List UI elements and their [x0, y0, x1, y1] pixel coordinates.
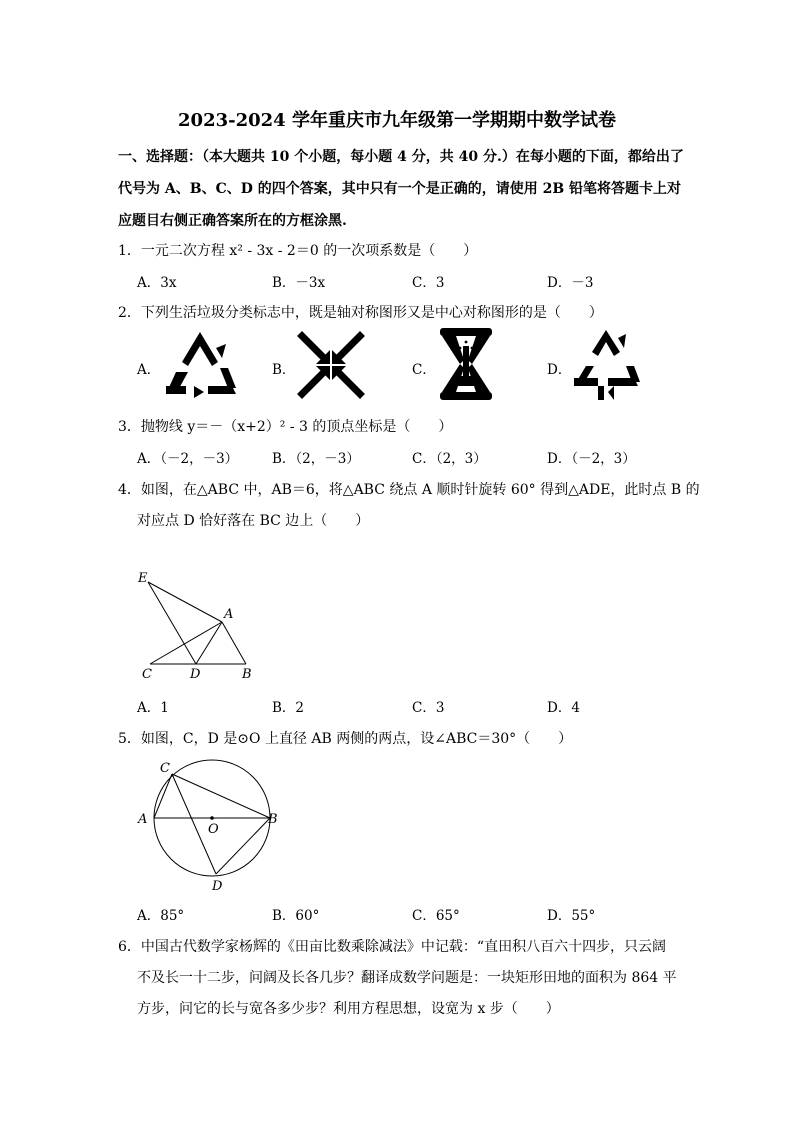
- question-5-option-d: D．55°: [547, 908, 596, 924]
- question-1-option-a: A．3x: [137, 275, 177, 291]
- section-instructions-line-2: 代号为 A、B、C、D 的四个答案，其中只有一个是正确的，请使用 2B 铅笔将答题卡上对: [118, 181, 682, 197]
- section-instructions-line-3: 应题目右侧正确答案所在的方框涂黑.: [118, 213, 347, 229]
- figure-5-label-c: C: [160, 761, 170, 776]
- figure-4-label-b: B: [242, 667, 252, 682]
- question-3-option-d: D．（－2，3）: [547, 451, 636, 467]
- figure-5-label-b: B: [268, 812, 278, 827]
- question-4-option-d: D．4: [547, 700, 580, 716]
- question-1-option-b: B．－3x: [272, 275, 326, 291]
- recycle-triangle-alt-icon: [568, 326, 644, 404]
- question-1-option-c: C．3: [412, 275, 445, 291]
- figure-4-label-e: E: [138, 571, 148, 586]
- exam-title: 2023-2024 学年重庆市九年级第一学期期中数学试卷: [178, 110, 616, 131]
- question-6-stem-line-2: 不及长一十二步，问阔及长各几步？翻译成数学问题是：一块矩形田地的面积为 864 平: [137, 970, 677, 986]
- figure-4-label-a: A: [224, 607, 234, 622]
- question-1-option-d: D．－3: [547, 275, 594, 291]
- question-5-stem: 5．如图，C，D 是⊙O 上直径 AB 两侧的两点，设∠ABC＝30°（ ）: [118, 731, 573, 747]
- question-2-option-b: B．: [272, 362, 296, 378]
- question-3-option-b: B．（2，－3）: [272, 451, 360, 467]
- question-5-option-c: C．65°: [412, 908, 460, 924]
- question-3-option-a: A．（－2，－3）: [137, 451, 239, 467]
- figure-5-label-d: D: [212, 879, 223, 894]
- four-arrows-inward-icon: [296, 330, 366, 400]
- question-4-stem-line-1: 4．如图，在△ABC 中，AB＝6，将△ABC 绕点 A 顺时针旋转 60° 得到△ADE，此时点 B 的: [118, 482, 700, 498]
- recycle-triangle-icon: [160, 328, 240, 400]
- question-4-option-a: A．1: [137, 700, 169, 716]
- question-6-stem-line-3: 方步，问它的长与宽各多少步？利用方程思想，设宽为 x 步（ ）: [137, 1001, 560, 1017]
- question-4-stem-line-2: 对应点 D 恰好落在 BC 边上（ ）: [137, 513, 370, 529]
- question-4-option-c: C．3: [412, 700, 445, 716]
- hourglass-icon: [436, 326, 496, 402]
- question-4-option-b: B．2: [272, 700, 305, 716]
- question-2-option-a: A．: [137, 362, 161, 378]
- question-3-option-c: C．（2，3）: [412, 451, 487, 467]
- question-4-figure: [130, 566, 270, 686]
- question-5-figure: [132, 756, 292, 896]
- question-5-option-a: A．85°: [137, 908, 185, 924]
- question-6-stem-line-1: 6．中国古代数学家杨辉的《田亩比数乘除减法》中记载：“直田积八百六十四步，只云阔: [118, 939, 667, 955]
- section-instructions-line-1: 一、选择题：（本大题共 10 个小题，每小题 4 分，共 40 分.）在每小题的下面，都给出了: [118, 149, 684, 165]
- question-5-option-b: B．60°: [272, 908, 320, 924]
- figure-4-label-d: D: [190, 667, 201, 682]
- figure-5-label-o: O: [208, 822, 219, 837]
- question-2-option-c: C．: [412, 362, 436, 378]
- question-1-stem: 1．一元二次方程 x² - 3x - 2＝0 的一次项系数是（ ）: [118, 243, 478, 259]
- figure-4-label-c: C: [142, 667, 152, 682]
- question-2-option-d: D．: [547, 362, 572, 378]
- question-3-stem: 3．抛物线 y＝－（x+2）² - 3 的顶点坐标是（ ）: [118, 419, 453, 435]
- figure-5-label-a: A: [138, 812, 148, 827]
- question-2-stem: 2．下列生活垃圾分类标志中，既是轴对称图形又是中心对称图形的是（ ）: [118, 305, 603, 321]
